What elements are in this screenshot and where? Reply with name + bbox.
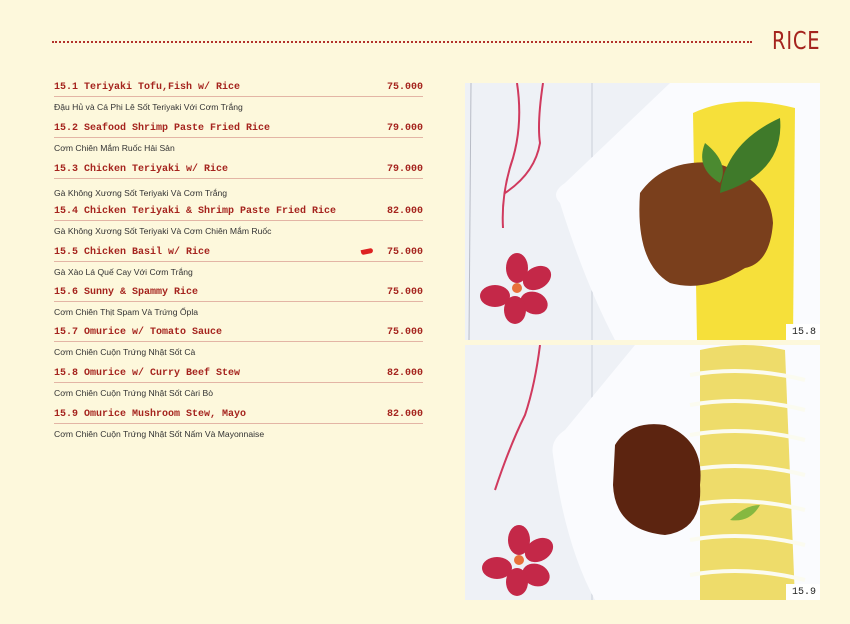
item-name: 15.6 Sunny & Spammy Rice [54,287,199,298]
menu-item-header [54,287,423,302]
item-description: Gà Không Xương Sốt Teriyaki Và Cơm Trắng [54,188,228,198]
item-description: Cơm Chiên Thịt Spam Và Trứng Ốpla [54,307,199,317]
menu-item-header [54,327,423,342]
item-price: 82.000 [386,368,423,379]
photo-omurice-curry [465,83,820,340]
item-name: 15.8 Omurice w/ Curry Beef Stew [54,368,241,379]
photo-label: 15.8 [786,324,820,340]
menu-item [54,82,423,112]
menu-item [54,327,423,357]
item-description: Cơm Chiên Mắm Ruốc Hải Sản [54,143,175,153]
item-price: 79.000 [386,164,423,175]
item-name: 15.4 Chicken Teriyaki & Shrimp Paste Fried Rice [54,206,337,217]
menu-item [54,368,423,398]
item-description: Gà Không Xương Sốt Teriyaki Và Cơm Chiên Mắm Ruốc [54,226,272,236]
menu-item-header [54,82,423,97]
item-name: 15.1 Teriyaki Tofu,Fish w/ Rice [54,82,241,93]
item-description: Đậu Hủ và Cá Phi Lê Sốt Teriyaki Với Cơm Trắng [54,102,243,112]
item-price: 79.000 [386,123,423,134]
item-price: 75.000 [386,327,423,338]
photo-label: 15.9 [786,584,820,600]
menu-item-header [54,409,423,424]
menu-item [54,123,423,153]
item-description: Cơm Chiên Cuộn Trứng Nhật Sốt Cà [54,347,196,357]
item-price: 75.000 [386,287,423,298]
menu-item-header [54,247,423,262]
menu-item [54,164,423,198]
menu-item [54,409,423,439]
item-price: 82.000 [386,409,423,420]
item-price: 75.000 [386,82,423,93]
item-price: 82.000 [386,206,423,217]
menu-item [54,247,423,277]
item-name: 15.5 Chicken Basil w/ Rice [54,247,211,258]
menu-item-header [54,206,423,221]
item-price: 75.000 [386,247,423,258]
dotted-divider [52,41,752,43]
item-name: 15.9 Omurice Mushroom Stew, Mayo [54,409,247,420]
item-description: Cơm Chiên Cuộn Trứng Nhật Sốt Nấm Và Mayonnaise [54,429,265,439]
item-description: Cơm Chiên Cuộn Trứng Nhật Sốt Càri Bò [54,388,213,398]
item-description: Gà Xào Lá Quế Cay Với Cơm Trắng [54,267,193,277]
photo-omurice-mushroom [465,345,820,600]
menu-item-header [54,123,423,138]
chili-icon [361,248,374,255]
menu-item-header [54,164,423,179]
section-title: RICE [772,26,821,55]
item-name: 15.2 Seafood Shrimp Paste Fried Rice [54,123,271,134]
menu-item-header [54,368,423,383]
menu-item [54,206,423,236]
item-name: 15.3 Chicken Teriyaki w/ Rice [54,164,229,175]
menu-item [54,287,423,317]
item-name: 15.7 Omurice w/ Tomato Sauce [54,327,223,338]
